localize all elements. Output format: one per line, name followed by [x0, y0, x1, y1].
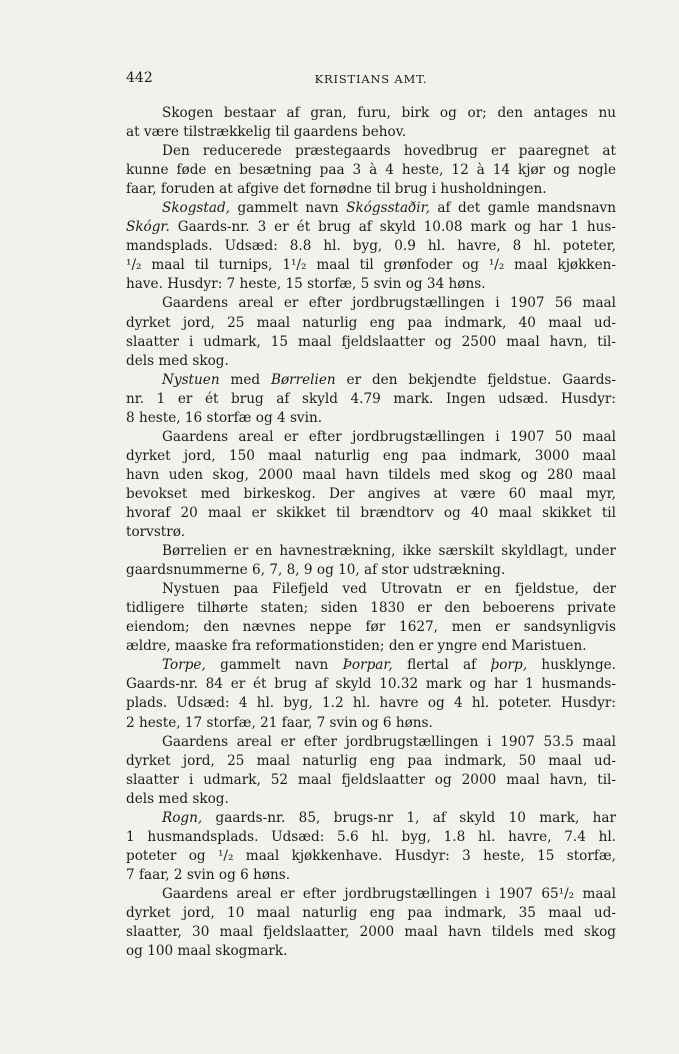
- text-line: [126, 809, 616, 828]
- text-segment: gammelt navn: [230, 200, 347, 217]
- text-line: have. Husdyr: 7 heste, 15 storfæ, 5 svin og 34 høns.: [126, 276, 486, 293]
- text-line: eiendom; den nævnes neppe før 1627, men er sandsynligvis: [126, 619, 616, 636]
- page-number: 442: [126, 70, 153, 86]
- text-line: dyrket jord, 25 maal naturlig eng paa indmark, 50 maal ud-: [126, 752, 616, 769]
- text-line: mandsplads. Udsæd: 8.8 hl. byg, 0.9 hl. havre, 8 hl. poteter,: [126, 238, 616, 255]
- text-line: Gaardens areal er efter jordbrugstællingen i 1907 53.5 maal: [162, 733, 616, 750]
- text-segment: gaards-nr. 85, brugs-nr 1, af skyld 10 mark, har: [202, 809, 616, 826]
- text-line: poteter og ¹/₂ maal kjøkkenhave. Husdyr: 3 heste, 15 storfæ,: [126, 847, 616, 864]
- text-line: Nystuen paa Filefjeld ved Utrovatn er en fjeldstue, der: [162, 581, 616, 598]
- text-line: torvstrø.: [126, 524, 186, 541]
- text-line: [126, 656, 616, 675]
- text-line: at være tilstrækkelig til gaardens behov.: [126, 124, 407, 141]
- text-segment: af det gamle mandsnavn: [429, 200, 616, 217]
- text-line: faar, foruden at afgive det fornødne til brug i husholdningen.: [126, 181, 547, 198]
- text-line: bevokset med birkeskog. Der angives at være 60 maal myr,: [126, 485, 616, 502]
- text-segment: Gaards-nr. 3 er ét brug af skyld 10.08 mark og har 1 hus-: [169, 219, 616, 236]
- text-line: ældre, maaske fra reformationstiden; den er yngre end Maristuen.: [126, 638, 587, 655]
- text-line: dyrket jord, 10 maal naturlig eng paa indmark, 35 maal ud-: [126, 904, 616, 921]
- italic-term: Børrelien: [270, 371, 336, 388]
- text-line: [126, 218, 616, 237]
- text-segment: gammelt navn: [205, 657, 343, 674]
- text-line: dels med skog.: [126, 352, 229, 369]
- text-line: Gaardens areal er efter jordbrugstællingen i 1907 56 maal: [162, 295, 616, 312]
- text-line: slaatter, 30 maal fjeldslaatter, 2000 maal havn tildels med skog: [126, 924, 616, 941]
- italic-term: Skógsstaðir,: [346, 200, 430, 217]
- text-line: [126, 371, 616, 390]
- text-line: Gaardens areal er efter jordbrugstællingen i 1907 65¹/₂ maal: [162, 885, 616, 902]
- text-segment: husklynge.: [527, 657, 617, 674]
- text-line: Den reducerede præstegaards hovedbrug er paaregnet at: [162, 143, 616, 160]
- text-line: havn uden skog, 2000 maal havn tildels med skog og 280 maal: [126, 466, 616, 483]
- text-line: nr. 1 er ét brug af skyld 4.79 mark. Ingen udsæd. Husdyr:: [126, 390, 616, 407]
- text-line: kunne føde en besætning paa 3 à 4 heste, 12 à 14 kjør og nogle: [126, 162, 616, 179]
- text-line: 2 heste, 17 storfæ, 21 faar, 7 svin og 6 høns.: [126, 714, 433, 731]
- italic-term: þorp,: [490, 657, 528, 674]
- text-line: tidligere tilhørte staten; siden 1830 er den beboerens private: [126, 600, 616, 617]
- italic-term: Torpe,: [162, 657, 206, 674]
- text-line: hvoraf 20 maal er skikket til brændtorv og 40 maal skikket til: [126, 504, 616, 521]
- text-line: gaardsnummerne 6, 7, 8, 9 og 10, af stor udstrækning.: [126, 562, 506, 579]
- page-header: [126, 70, 616, 90]
- text-line: dyrket jord, 150 maal naturlig eng paa indmark, 3000 maal: [126, 447, 616, 464]
- italic-term: Þorpar,: [342, 657, 393, 674]
- text-line: [126, 199, 616, 218]
- text-line: Gaards-nr. 84 er ét brug af skyld 10.32 mark og har 1 husmands-: [126, 676, 616, 693]
- text-line: Gaardens areal er efter jordbrugstællingen i 1907 50 maal: [162, 428, 616, 445]
- text-line: 7 faar, 2 svin og 6 høns.: [126, 866, 291, 883]
- text-line: 8 heste, 16 storfæ og 4 svin.: [126, 409, 323, 426]
- text-line: Skogen bestaar af gran, furu, birk og or; den antages nu: [162, 105, 616, 121]
- italic-term: Skógr.: [126, 219, 170, 236]
- text-line: slaatter i udmark, 52 maal fjeldslaatter og 2000 maal havn, til-: [126, 771, 616, 788]
- italic-term: Rogn,: [162, 809, 203, 826]
- text-line: og 100 maal skogmark.: [126, 943, 288, 960]
- text-line: ¹/₂ maal til turnips, 1¹/₂ maal til grønfoder og ¹/₂ maal kjøkken-: [126, 257, 616, 274]
- text-segment: med: [219, 371, 271, 388]
- text-segment: flertal af: [392, 657, 491, 674]
- text-line: Børrelien er en havnestrækning, ikke særskilt skyldlagt, under: [162, 543, 616, 560]
- text-segment: er den bekjendte fjeldstue. Gaards-: [335, 371, 616, 388]
- italic-term: Skogstad,: [162, 200, 231, 217]
- running-title: KRISTIANS AMT.: [314, 72, 428, 86]
- text-line: dyrket jord, 25 maal naturlig eng paa indmark, 40 maal ud-: [126, 314, 616, 331]
- text-line: 1 husmandsplads. Udsæd: 5.6 hl. byg, 1.8 hl. havre, 7.4 hl.: [126, 828, 616, 845]
- text-line: slaatter i udmark, 15 maal fjeldslaatter og 2500 maal havn, til-: [126, 333, 616, 350]
- body-text: [126, 104, 616, 961]
- text-line: dels med skog.: [126, 790, 229, 807]
- text-line: plads. Udsæd: 4 hl. byg, 1.2 hl. havre og 4 hl. poteter. Husdyr:: [126, 695, 616, 712]
- italic-term: Nystuen: [162, 371, 220, 388]
